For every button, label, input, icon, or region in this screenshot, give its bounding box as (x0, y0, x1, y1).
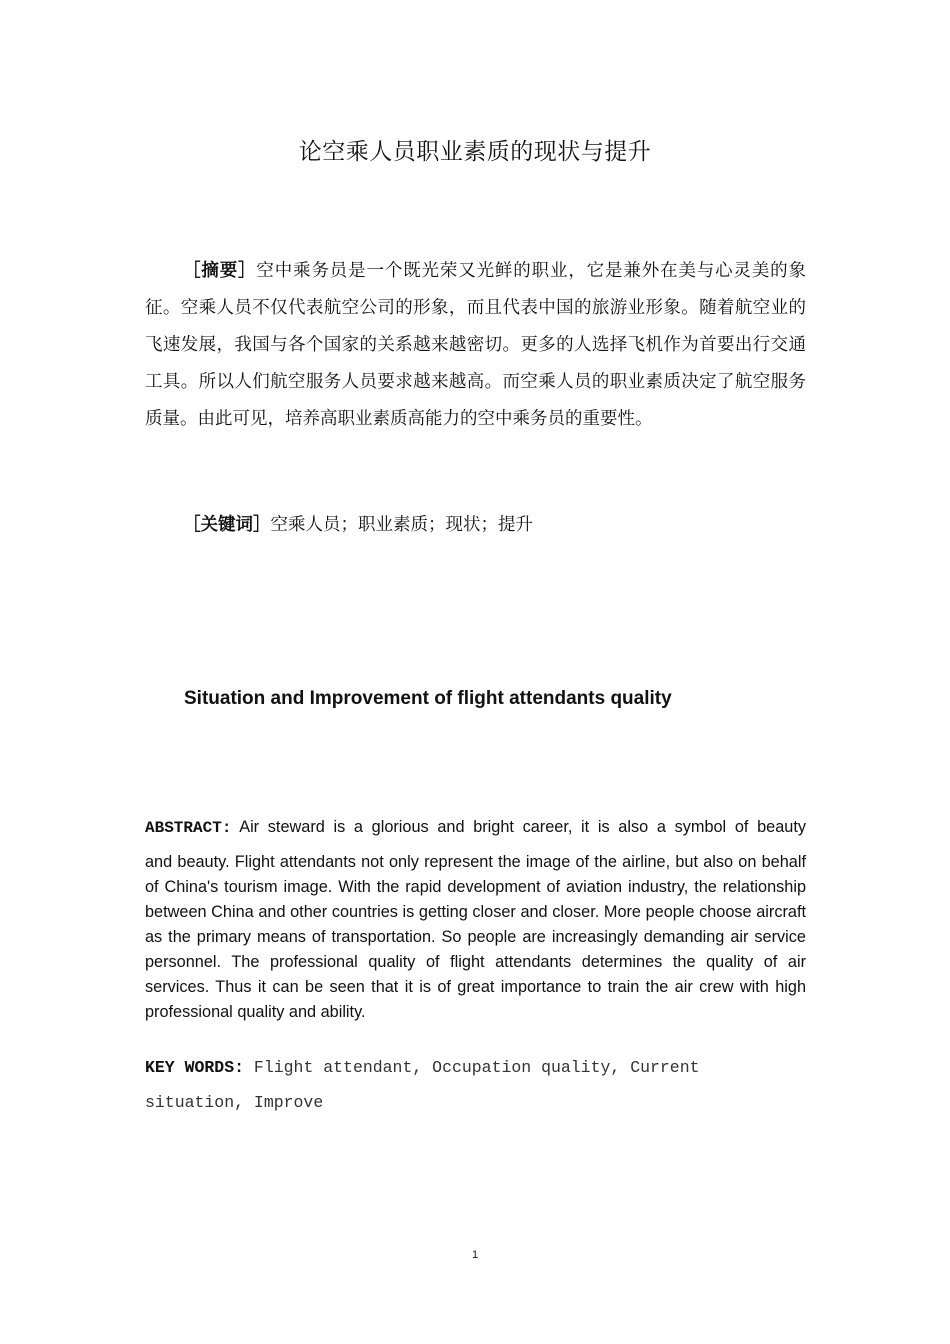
chinese-abstract-text: 空中乘务员是一个既光荣又光鲜的职业，它是兼外在美与心灵美的象征。空乘人员不仅代表航空公司的形象，而且代表中国的旅游业形象。随着航空业的飞速发展，我国与各个国家的关系越来越密切。更多的人选择飞机作为首要出行交通工具。所以人们航空服务人员要求越来越高。而空乘人员的职业素质决定了航空服务质量。由此可见，培养高职业素质高能力的空中乘务员的重要性。 (145, 261, 807, 429)
english-abstract-first-text: Air steward is a glorious and bright career, it is also a symbol of beauty (231, 818, 806, 836)
english-abstract-text: and beauty. Flight attendants not only represent the image of the airline, but also on behalf of China's tourism image. With the rapid development of aviation industry, the relationship between China and other countries is getting closer and closer. More people choose aircraft as the primary means of transportation. So people are increasingly demanding air service personnel. The professional quality of flight attendants determines the quality of air services. Thus it can be seen that it is of great importance to train the air crew with high professional quality and ability. (145, 853, 806, 1021)
english-abstract-label: ABSTRACT: (145, 819, 232, 837)
english-keywords (145, 1050, 806, 1120)
chinese-abstract (145, 253, 806, 438)
chinese-title: 论空乘人员职业素质的现状与提升 (298, 139, 652, 165)
english-title: Situation and Improvement of flight attendants quality (184, 688, 672, 709)
english-abstract (145, 815, 806, 1025)
chinese-keywords-text: 空乘人员；职业素质；现状；提升 (270, 515, 533, 535)
english-keywords-text: Flight attendant, Occupation quality, Current situation, Improve (145, 1058, 700, 1112)
english-keywords-label: KEY WORDS: (145, 1058, 245, 1077)
chinese-keywords-label: ［关键词］ (183, 515, 271, 535)
english-abstract-first-line (145, 815, 806, 850)
chinese-abstract-label: ［摘要］ (183, 261, 257, 281)
chinese-keywords (183, 510, 806, 540)
page-number: 1 (471, 1249, 479, 1261)
